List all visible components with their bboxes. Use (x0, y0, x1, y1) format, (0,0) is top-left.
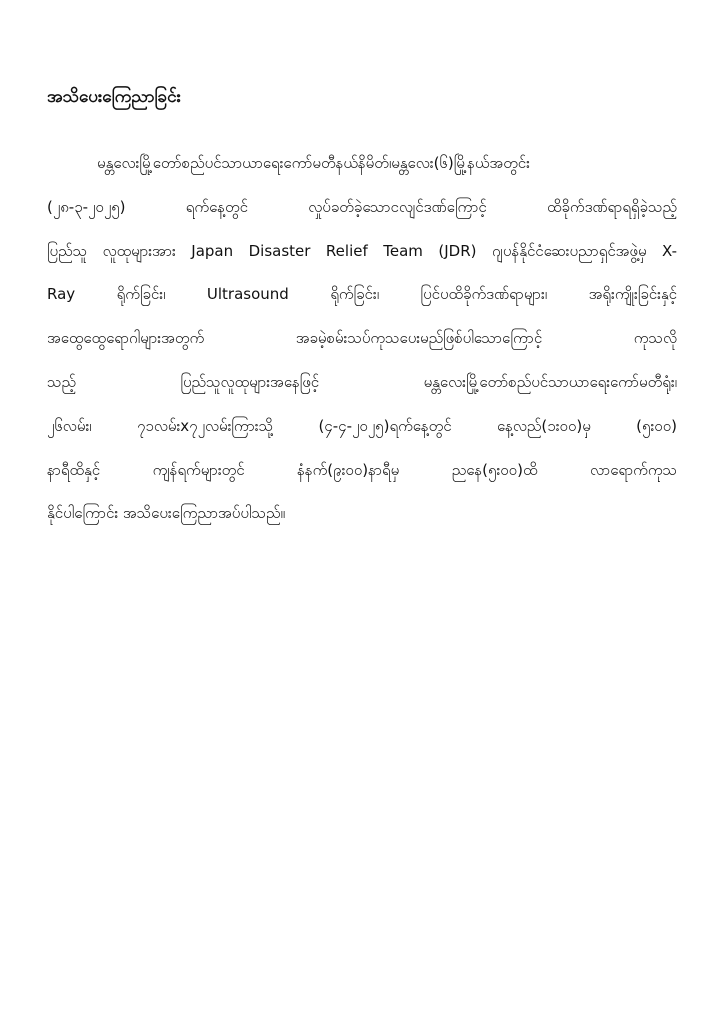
body-line-8: နာရီထိနှင့် ကျန်ရက်များတွင် နံနက်(၉း၀၀)နာရီမှ ညနေ(၅း၀၀)ထိ လာရောက်ကုသ (47, 460, 677, 479)
announcement-body (47, 142, 677, 536)
announcement-heading: အသိပေးကြေညာခြင်း (47, 87, 181, 107)
body-line-3: ပြည်သူ လူထုများအား Japan Disaster Relief Team (JDR) ဂျပန်နိုင်ငံဆေးပညာရှင်အဖွဲ့မှ X- (47, 241, 677, 260)
body-line-7: ၂၆လမ်း၊ ၇၁လမ်းx၇၂လမ်းကြားသို့ (၄-၄-၂၀၂၅)ရက်နေ့တွင် နေ့လည်(၁း၀၀)မှ (၅း၀၀) (47, 416, 677, 435)
body-line-2: (၂၈-၃-၂၀၂၅) ရက်နေ့တွင် လှုပ်ခတ်ခဲ့သောငလျင်ဒဏ်ကြောင့် ထိခိုက်ဒဏ်ရာရရှိခဲ့သည့် (47, 197, 677, 216)
body-line-9: နိုင်ပါကြောင်း အသိပေးကြေညာအပ်ပါသည်။ (47, 504, 286, 523)
body-line-4: Ray ရိုက်ခြင်း၊ Ultrasound ရိုက်ခြင်း၊ ပြင်ပထိခိုက်ဒဏ်ရာများ၊ အရိုးကျိုးခြင်းနှင့် (47, 285, 677, 304)
body-line-5: အထွေထွေရောဂါများအတွက် အခမဲ့စမ်းသပ်ကုသပေးမည်ဖြစ်ပါသောကြောင့် ကုသလို (47, 329, 677, 348)
body-line-1: မန္တလေးမြို့တော်စည်ပင်သာယာရေးကော်မတီနယ်နိမိတ်၊မန္တလေး(၆)မြို့နယ်အတွင်း (97, 154, 530, 172)
body-line-6: သည့် ပြည်သူလူထုများအနေဖြင့် မန္တလေးမြို့တော်စည်ပင်သာယာရေးကော်မတီရုံး၊ (47, 372, 677, 391)
